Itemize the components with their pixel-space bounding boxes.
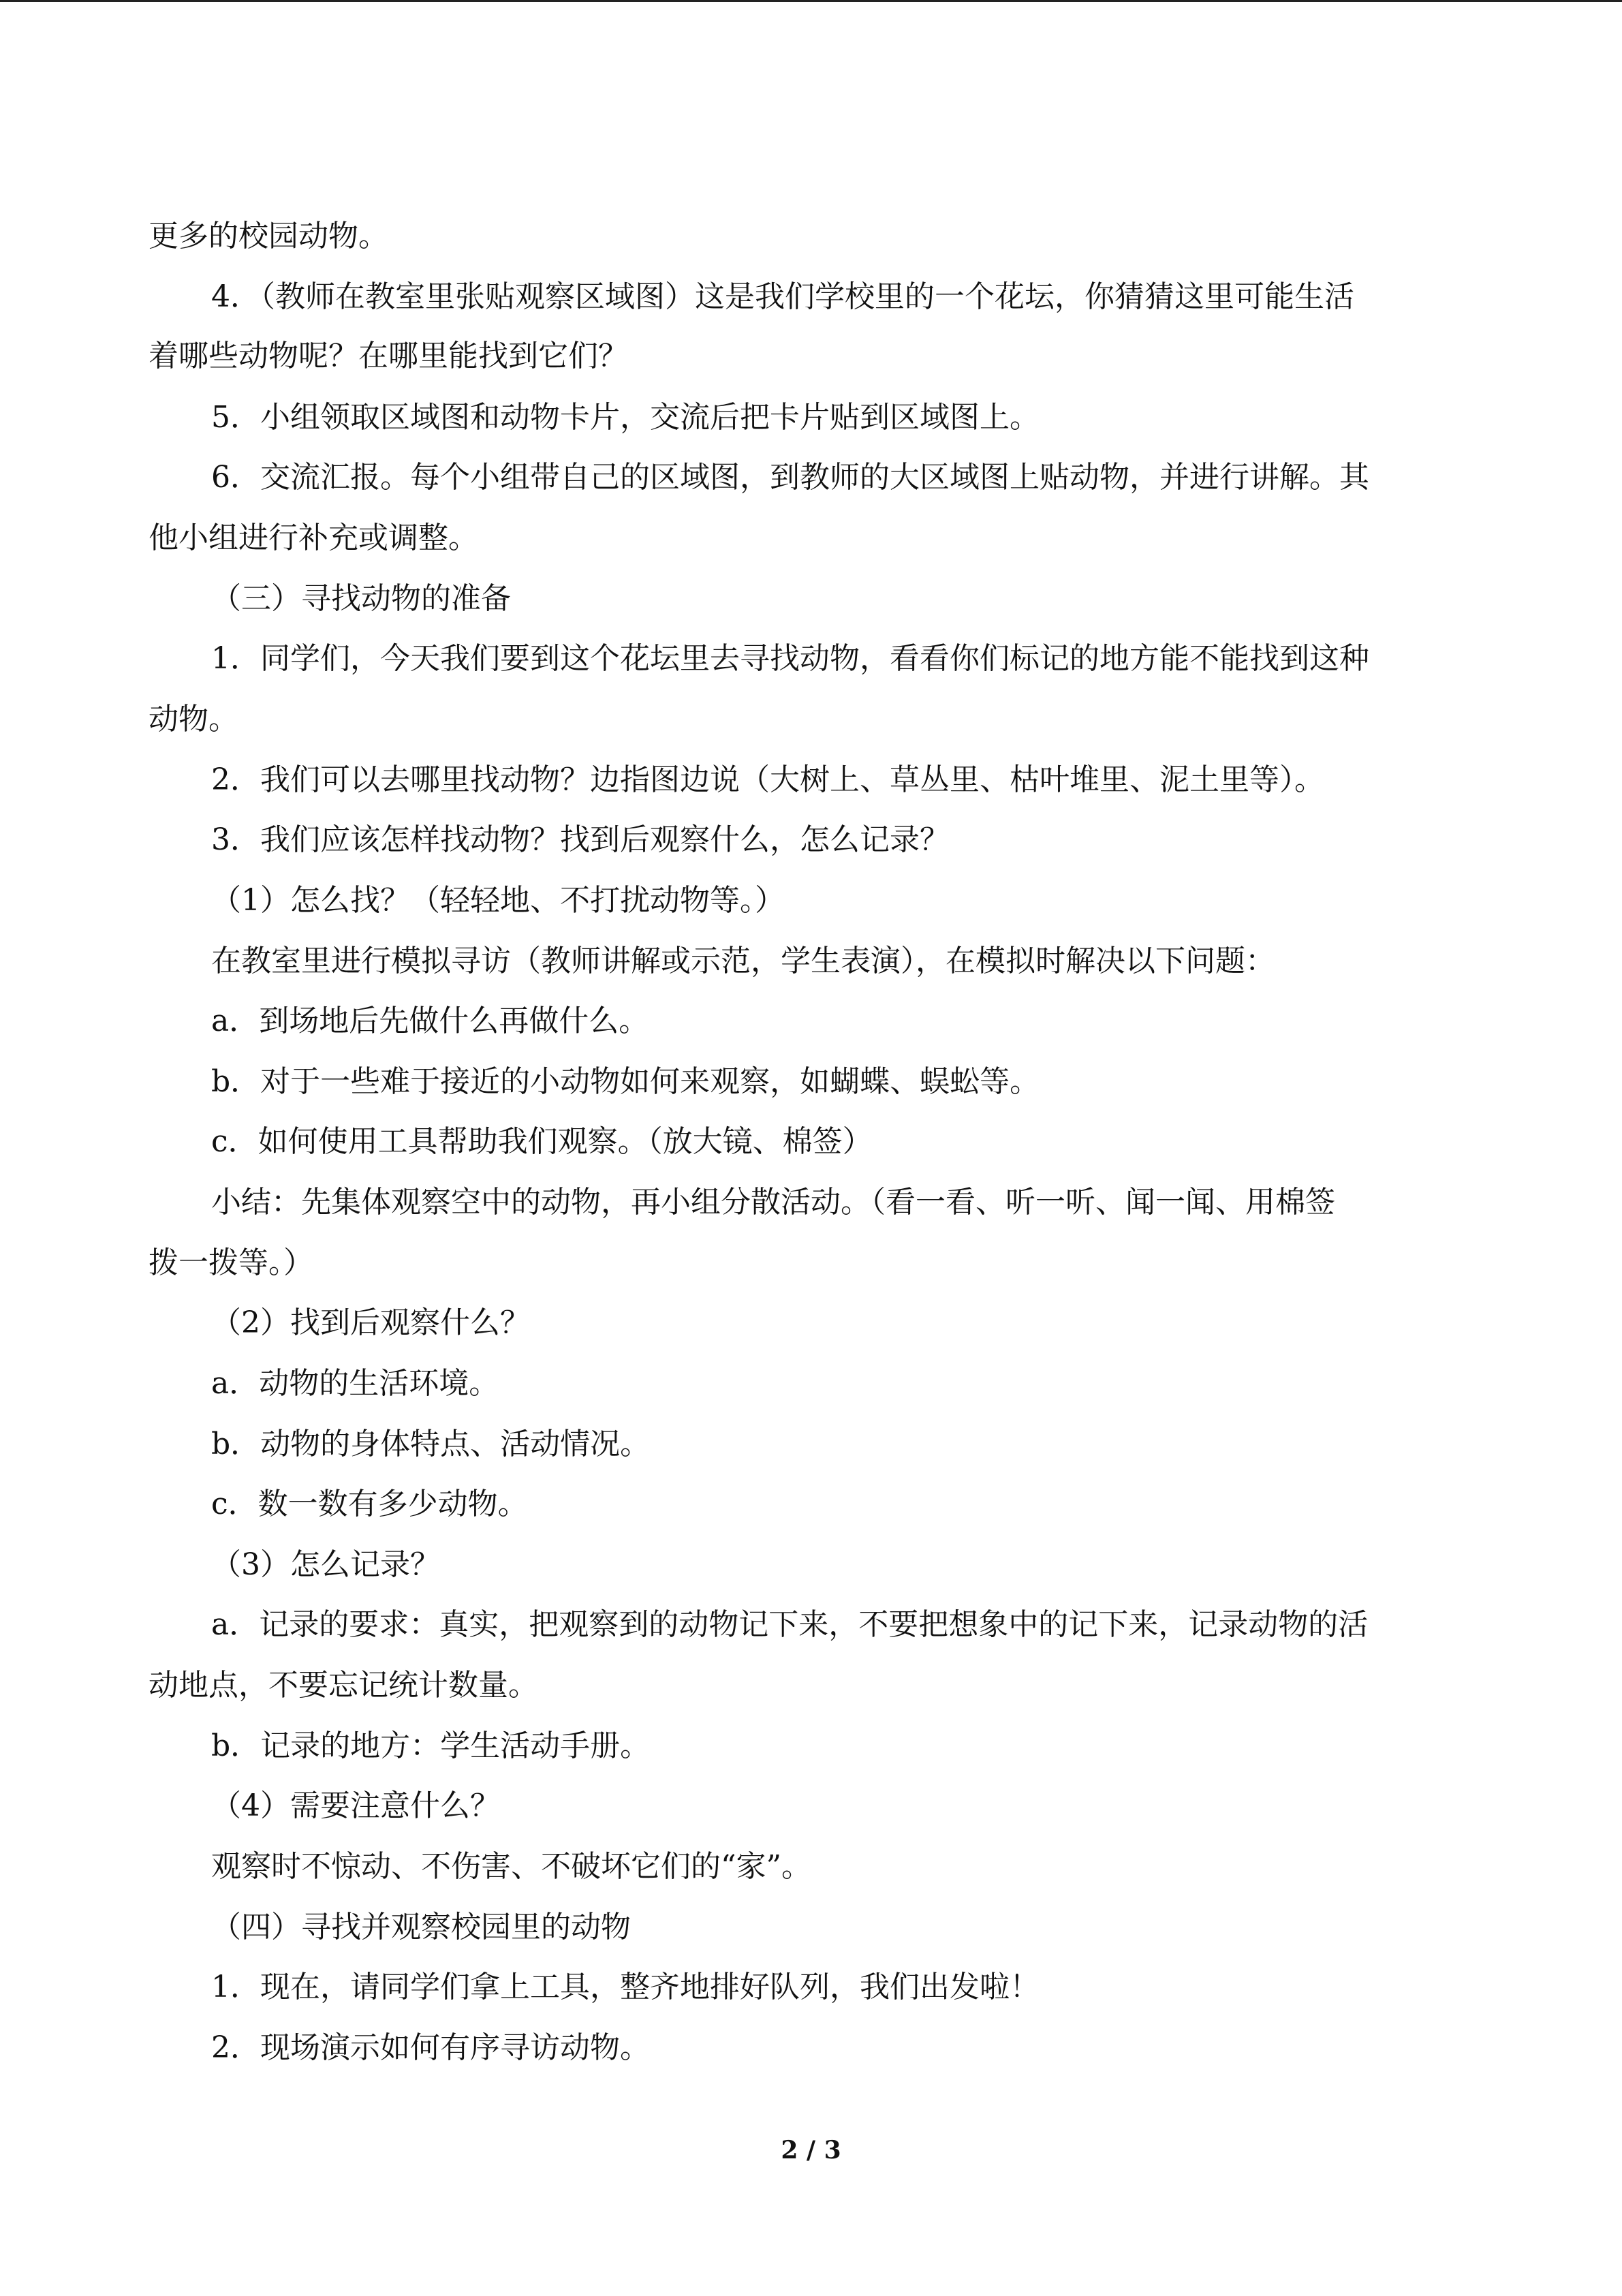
text-line: b．动物的身体特点、活动情况。 xyxy=(211,1427,651,1461)
text-line: 2．现场演示如何有序寻访动物。 xyxy=(211,2030,650,2065)
text-line: 动物。 xyxy=(149,702,238,736)
text-line: 小结：先集体观察空中的动物，再小组分散活动。（看一看、听一听、闻一闻、用棉签 xyxy=(211,1185,1335,1220)
text-line: 在教室里进行模拟寻访（教师讲解或示范，学生表演），在模拟时解决以下问题： xyxy=(211,944,1275,978)
text-line: 5．小组领取区域图和动物卡片，交流后把卡片贴到区域图上。 xyxy=(211,400,1040,435)
text-line: （4）需要注意什么？ xyxy=(211,1788,500,1823)
document-body xyxy=(0,2,1622,2296)
text-line: 3．我们应该怎样找动物？找到后观察什么，怎么记录？ xyxy=(211,822,950,857)
section-heading: （三）寻找动物的准备 xyxy=(211,581,511,616)
text-line: c．数一数有多少动物。 xyxy=(211,1487,528,1521)
text-line: 更多的校园动物。 xyxy=(149,219,388,253)
text-line: a．动物的生活环境。 xyxy=(211,1366,499,1401)
text-line: 观察时不惊动、不伤害、不破坏它们的“家”。 xyxy=(211,1849,811,1884)
text-line: 1．现在，请同学们拿上工具，整齐地排好队列，我们出发啦！ xyxy=(211,1970,1040,2004)
text-line: 拨一拨等。） xyxy=(149,1245,313,1280)
text-line: 着哪些动物呢？在哪里能找到它们？ xyxy=(149,339,628,373)
text-line: 2．我们可以去哪里找动物？边指图边说（大树上、草丛里、枯叶堆里、泥土里等）。 xyxy=(211,762,1324,797)
text-line: c．如何使用工具帮助我们观察。（放大镜、棉签） xyxy=(211,1124,873,1159)
text-line: （3）怎么记录？ xyxy=(211,1547,440,1582)
text-line: 动地点，不要忘记统计数量。 xyxy=(149,1668,538,1703)
text-line: a．到场地后先做什么再做什么。 xyxy=(211,1004,649,1038)
text-line: 1．同学们，今天我们要到这个花坛里去寻找动物，看看你们标记的地方能不能找到这种 xyxy=(211,641,1369,676)
page-number: 2 / 3 xyxy=(781,2136,841,2165)
text-line: （1）怎么找？（轻轻地、不打扰动物等。） xyxy=(211,883,785,918)
text-line: b．对于一些难于接近的小动物如何来观察，如蝴蝶、蜈蚣等。 xyxy=(211,1064,1040,1099)
text-line: b．记录的地方：学生活动手册。 xyxy=(211,1728,651,1763)
text-line: 6．交流汇报。每个小组带自己的区域图，到教师的大区域图上贴动物，并进行讲解。其 xyxy=(211,460,1369,495)
text-line: （2）找到后观察什么？ xyxy=(211,1305,530,1340)
text-line: 他小组进行补充或调整。 xyxy=(149,521,478,555)
text-line: 4．（教师在教室里张贴观察区域图）这是我们学校里的一个花坛，你猜猜这里可能生活 xyxy=(211,279,1354,314)
section-heading: （四）寻找并观察校园里的动物 xyxy=(211,1910,631,1944)
text-line: a．记录的要求：真实，把观察到的动物记下来，不要把想象中的记下来，记录动物的活 xyxy=(211,1607,1369,1642)
